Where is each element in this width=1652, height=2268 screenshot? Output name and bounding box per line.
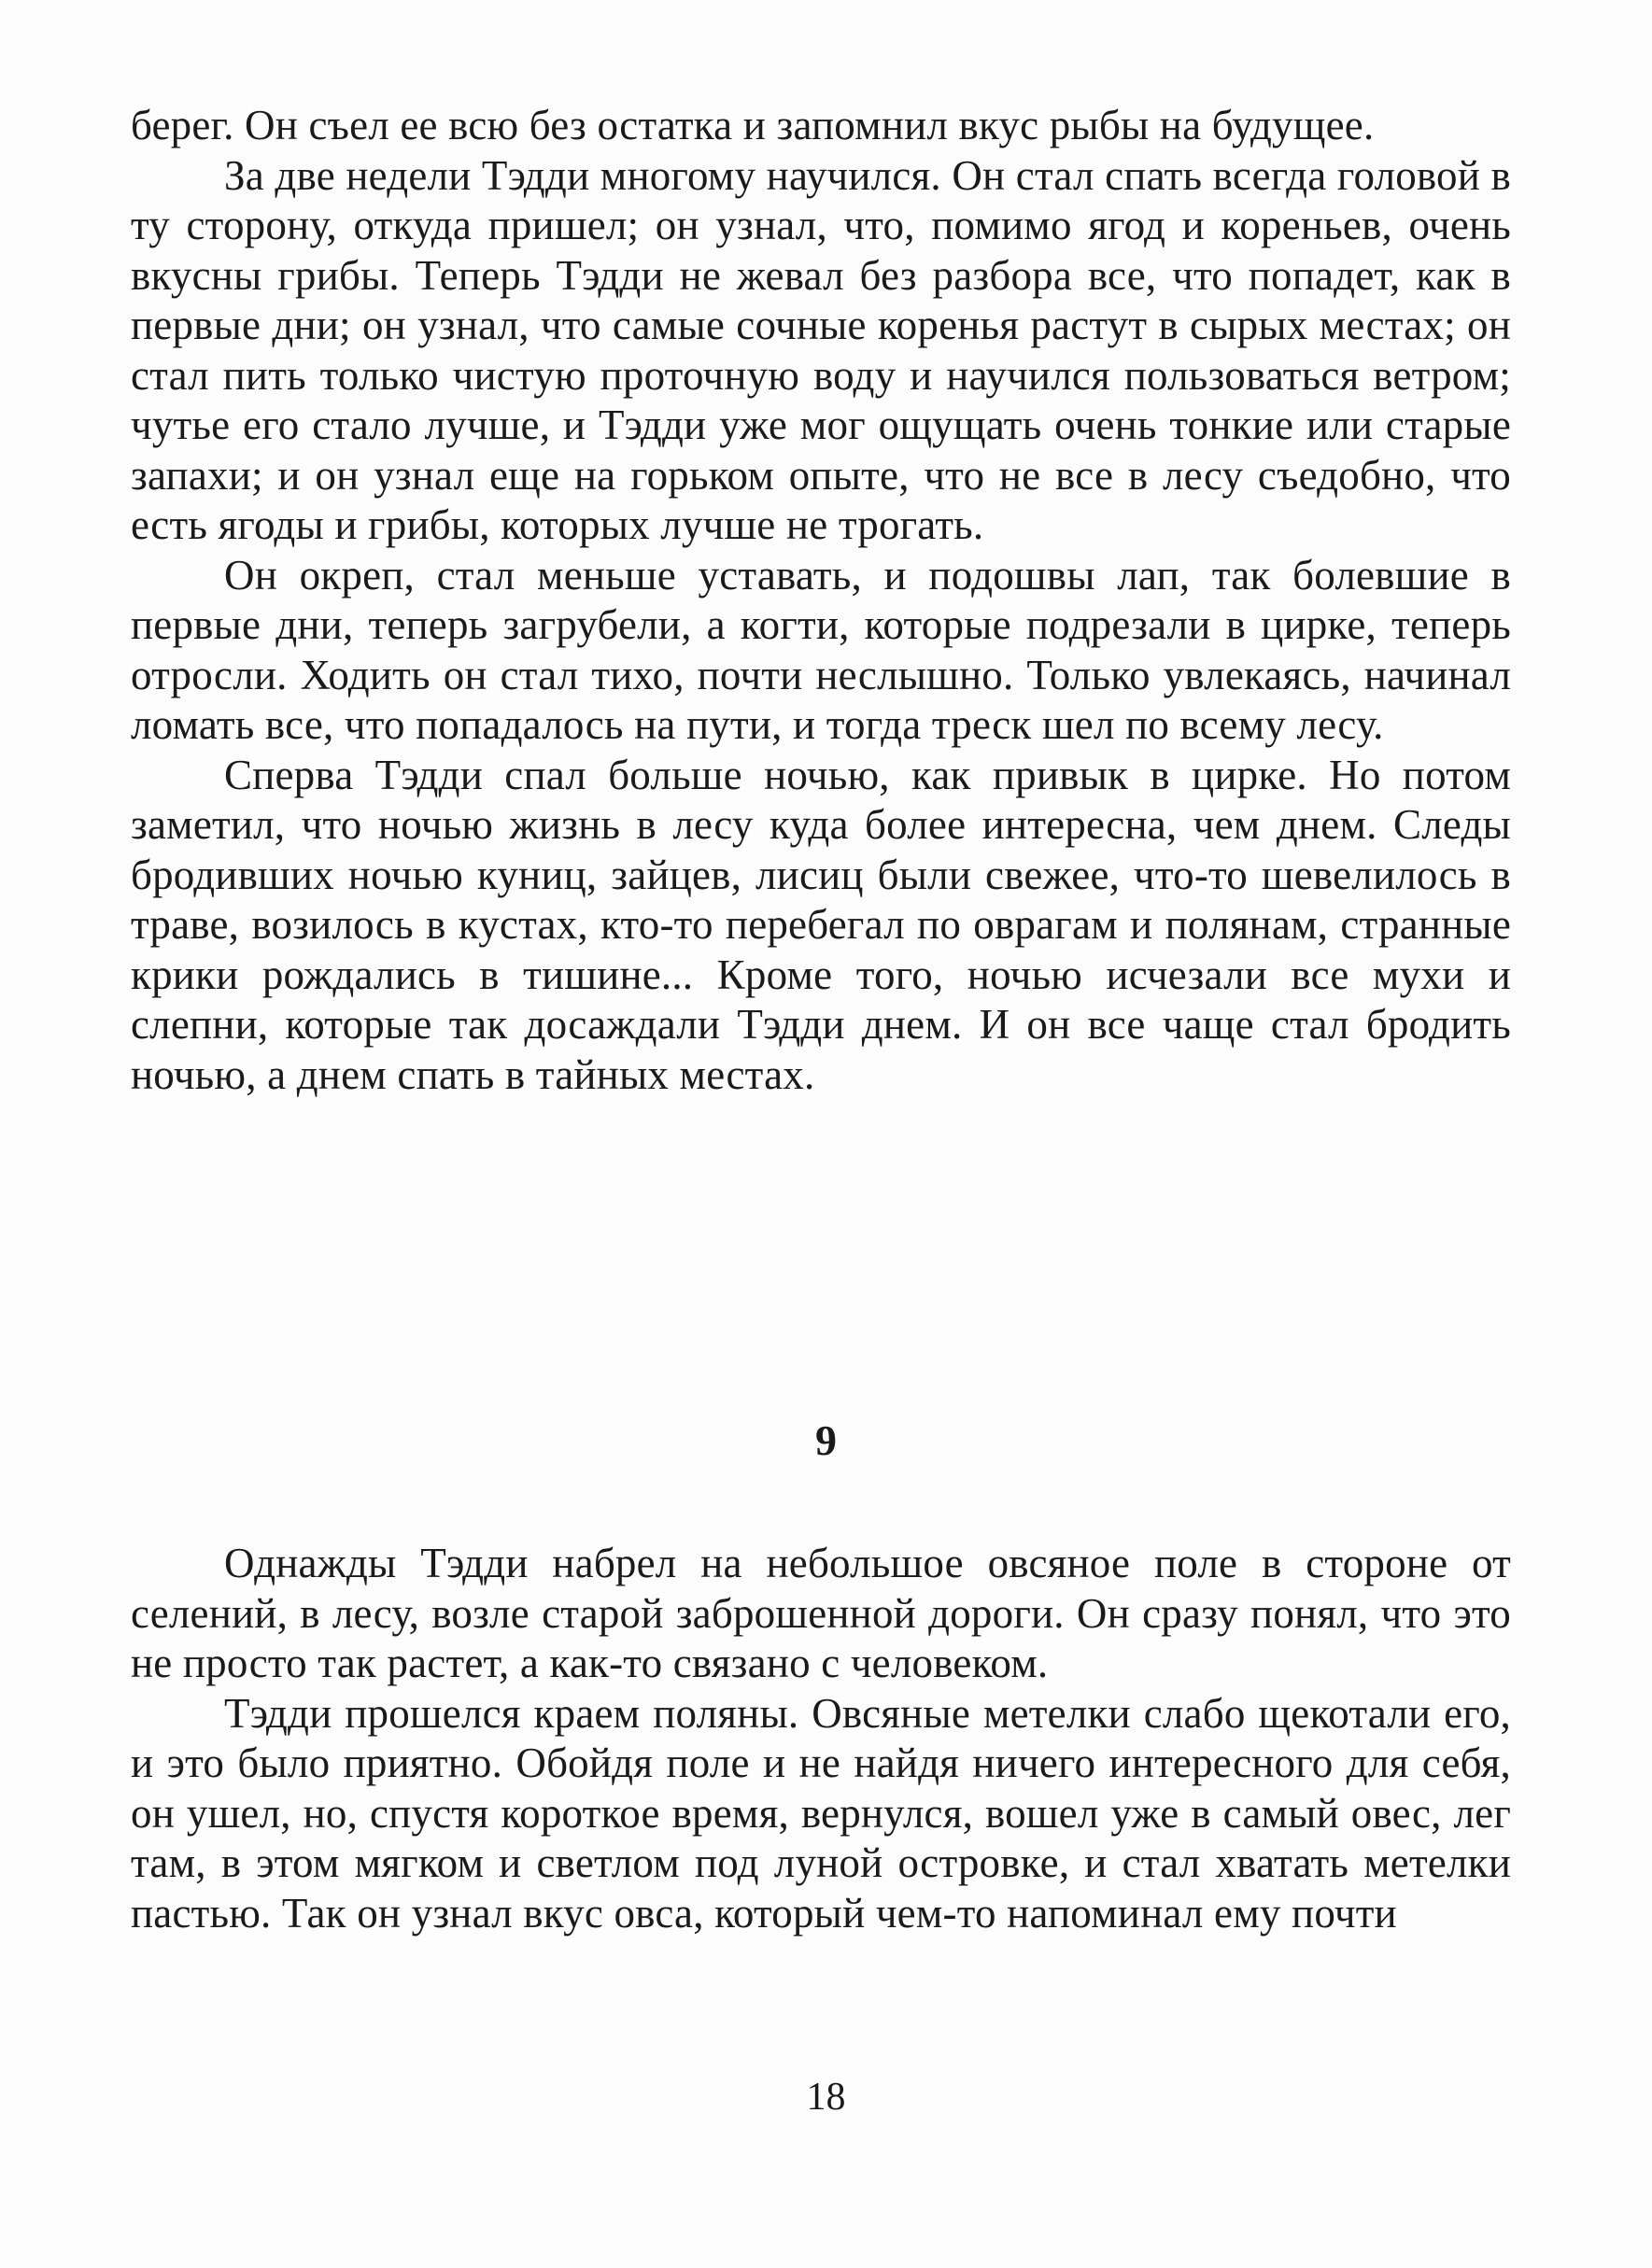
paragraph: Сперва Тэдди спал больше ночью, как привык в цирке. Но потом заметил, что ночью жизнь в лесу куда более интересна, чем днем. Следы бродивших ночью куниц, зайцев, лисиц были свежее, что-то шевелилось в траве, возилось в кустах, кто-то перебегал по оврагам и полянам, странные крики рождались в тишине... Кроме того, ночью исчезали все мухи и слепни, которые так досаждали Тэдди днем. И он все чаще стал бродить ночью, а днем спать в тайных местах. (131, 751, 1511, 1098)
text-section-top (131, 101, 1511, 1100)
paragraph: За две недели Тэдди многому научился. Он стал спать всегда головой в ту сторону, откуда пришел; он узнал, что, помимо ягод и кореньев, очень вкусны грибы. Теперь Тэдди не жевал без разбора все, что попадет, как в первые дни; он узнал, что самые сочные коренья растут в сырых местах; он стал пить только чистую проточную воду и научился пользоваться ветром; чутье его стало лучше, и Тэдди уже мог ощущать очень тонкие или старые запахи; и он узнал еще на горьком опыте, что не все в лесу съедобно, что есть ягоды и грибы, которых лучше не трогать. (131, 151, 1511, 548)
paragraph: Однажды Тэдди набрел на небольшое овсяное поле в стороне от селений, в лесу, возле старой заброшенной дороги. Он сразу понял, что это не просто так растет, а как-то связано с человеком. (131, 1540, 1511, 1686)
chapter-number: 9 (815, 1416, 837, 1464)
text-section-bottom (131, 1539, 1511, 1938)
page-number: 18 (806, 2076, 846, 2119)
paragraph: Тэдди прошелся краем поляны. Овсяные метелки слабо щекотали его, и это было приятно. Обойдя поле и не найдя ничего интересного для себя, он ушел, но, спустя короткое время, вернулся, вошел уже в самый овес, лег там, в этом мягком и светлом под луной островке, и стал хватать метелки пастью. Так он узнал вкус овса, который чем-то напоминал ему почти (131, 1689, 1511, 1937)
paragraph-continued: берег. Он съел ее всю без остатка и запомнил вкус рыбы на будущее. (131, 102, 1375, 148)
paragraph: Он окреп, стал меньше уставать, и подошвы лап, так болевшие в первые дни, теперь загрубели, а когти, которые подрезали в цирке, теперь отросли. Ходить он стал тихо, почти неслышно. Только увлекаясь, начинал ломать все, что попадалось на пути, и тогда треск шел по всему лесу. (131, 551, 1511, 748)
